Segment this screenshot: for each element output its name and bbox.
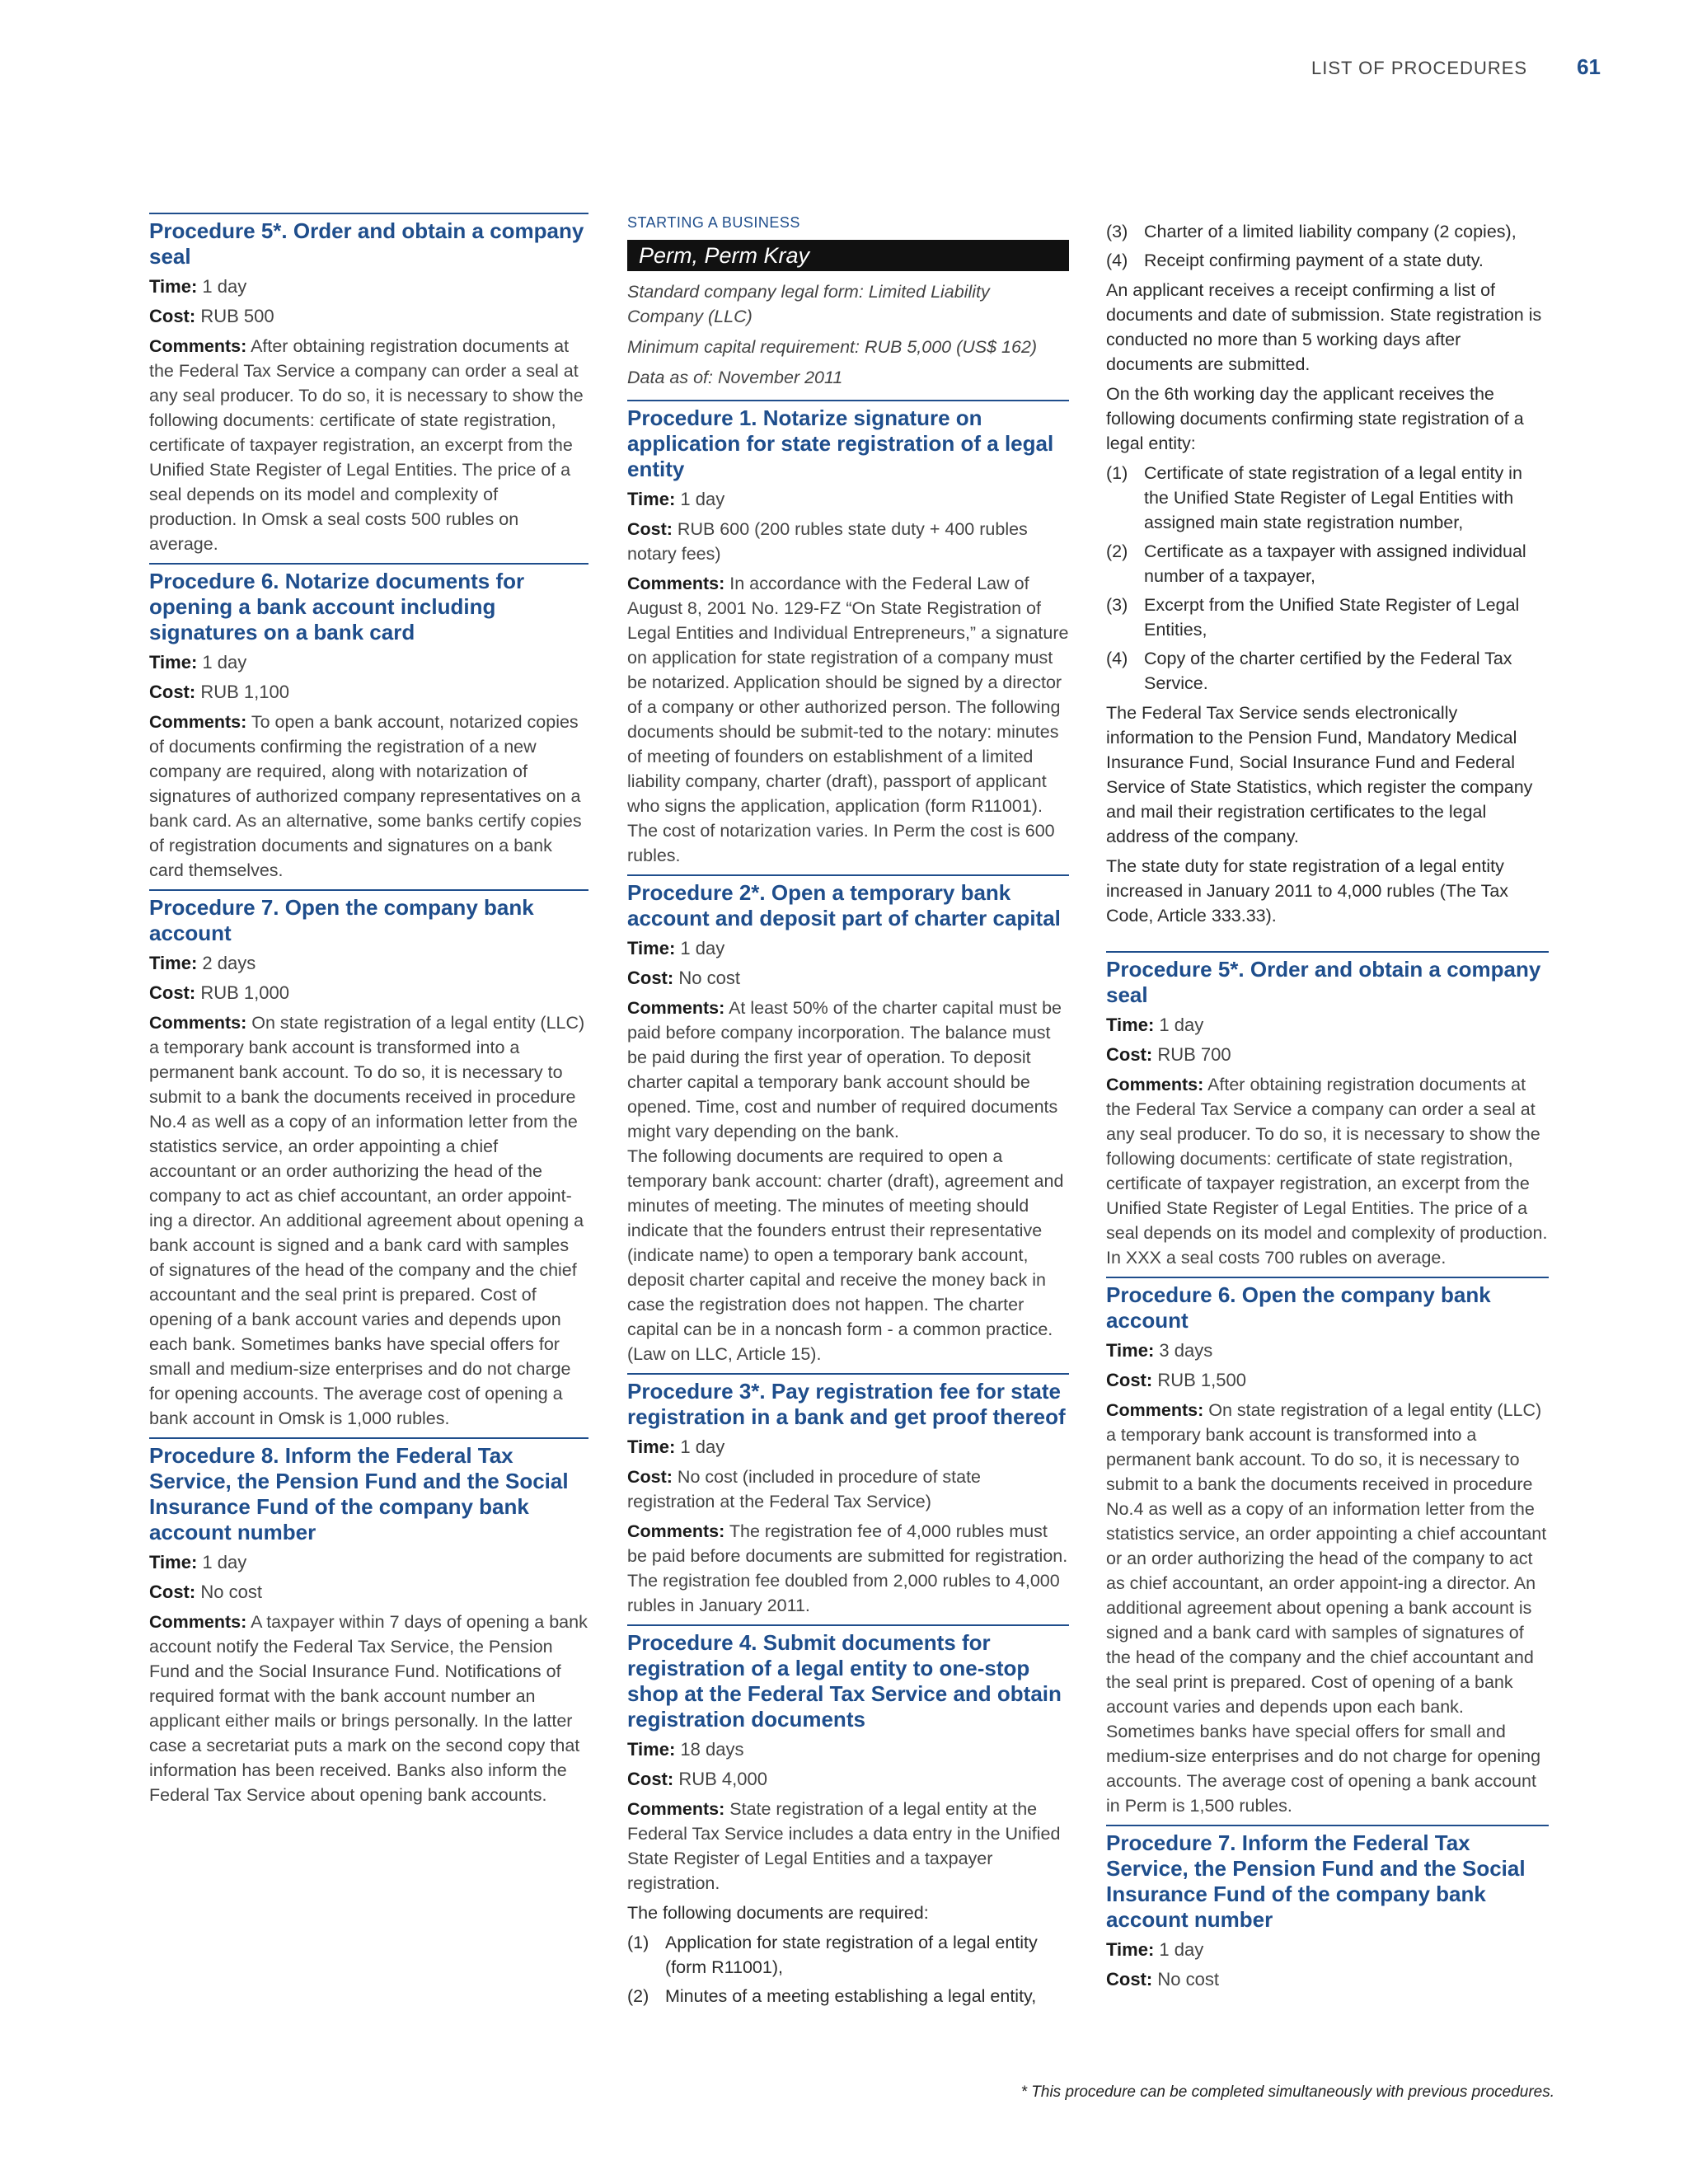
cost-line: Cost: RUB 700 [1106, 1044, 1231, 1065]
time-line: Time: 1 day [149, 652, 247, 673]
column-right [1106, 219, 1549, 1999]
procedure-title: Procedure 7. Inform the Federal Tax Service, the Pension Fund and the Social Insurance Fund of the company bank account number [1106, 1830, 1526, 1932]
list-item: (4) Receipt confirming payment of a state duty. [1106, 251, 1484, 270]
running-title: LIST OF PROCEDURES [1311, 58, 1528, 78]
comments-line: Comments: A taxpayer within 7 days of opening a bank account notify the Federal Tax Service, the Pension Fund and the Social Insurance Fund. Notifications of required format with the bank account number an applicant either mails or brings personally. In the latter case a secretariat puts a mark on the second copy that information has been received. Banks also inform the Federal Tax Service about opening bank accounts. [149, 1612, 588, 1805]
time-line: Time: 1 day [627, 938, 725, 958]
comments-line: Comments: State registration of a legal entity at the Federal Tax Service includes a data entry in the Unified State Register of Legal Entities and a taxpayer registration. [627, 1799, 1061, 1893]
procedure-block [149, 1437, 588, 1807]
procedure-block [627, 874, 1069, 1366]
procedure-block [149, 213, 588, 556]
procedure-block [627, 1624, 1069, 2008]
procedure-block [627, 400, 1069, 868]
list-item: (1) Application for state registration of a legal entity (form R11001), [627, 1933, 1038, 1977]
time-line: Time: 1 day [1106, 1939, 1204, 1960]
procedure-title: Procedure 1. Notarize signature on application for state registration of a legal entity [627, 405, 1054, 481]
comments-line: Comments: To open a bank account, notarized copies of documents confirming the registration of a new company are required, along with notarization of signatures of authorized company representatives on a bank card. As an alternative, some banks certify copies of registration documents and signatures on a bank card themselves. [149, 712, 582, 880]
procedure-title: Procedure 6. Notarize documents for opening a bank account including signatures on a bank card [149, 569, 525, 644]
time-line: Time: 2 days [149, 953, 256, 973]
list-item: (2) Certificate as a taxpayer with assigned individual number of a taxpayer, [1106, 541, 1526, 586]
list-item: (3) Excerpt from the Unified State Register of Legal Entities, [1106, 595, 1520, 640]
time-line: Time: 1 day [627, 489, 725, 509]
footnote: * This procedure can be completed simultaneously with previous procedures. [1020, 2083, 1554, 2101]
time-line: Time: 1 day [627, 1436, 725, 1457]
procedure-block [149, 563, 588, 883]
cost-line: Cost: RUB 1,500 [1106, 1370, 1246, 1390]
comments-line: Comments: On state registration of a legal entity (LLC) a temporary bank account is transformed into a permanent bank account. To do so, it is necessary to submit to a bank the documents received in procedure No.4 as well as a copy of an information letter from the statistics service, an order appointing a chief accountant or an order authorizing the head of the company to act as chief accountant, an order appoint-ing a director. An additional agreement about opening a bank account is signed and a bank card with samples of signatures of the head of the company and the chief accountant and the seal print is prepared. Cost of opening of a bank account varies and depends upon each bank. Sometimes banks have special offers for small and medium-size enterprises and do not charge for opening accounts. The average cost of opening a bank account in Omsk is 1,000 rubles. [149, 1013, 585, 1428]
procedure-title: Procedure 3*. Pay registration fee for state registration in a bank and get proof thereof [627, 1379, 1066, 1429]
time-line: Time: 1 day [149, 276, 247, 297]
procedure-block [1106, 951, 1549, 1270]
procedure-block [1106, 1277, 1549, 1818]
body-paragraph: On the 6th working day the applicant receives the following documents confirming state registration of a legal entity: [1106, 384, 1524, 453]
legal-form: Standard company legal form: Limited Liability Company (LLC) [627, 282, 990, 326]
meta-block [627, 279, 1069, 390]
procedure-title: Procedure 4. Submit documents for registration of a legal entity to one-stop shop at the Federal Tax Service and obtain registration documents [627, 1630, 1062, 1732]
list-item: (1) Certificate of state registration of a legal entity in the Unified State Register of Legal Entities with assigned main state registration number, [1106, 463, 1522, 532]
comments-line: Comments: On state registration of a legal entity (LLC) a temporary bank account is transformed into a permanent bank account. To do so, it is necessary to submit to a bank the documents received in procedure No.4 as well as a copy of an information letter from the statistics service, an order appointing a chief accountant or an order authorizing the head of the company to act as chief accountant, an order appoint-ing a director. An additional agreement about opening a bank account is signed and a bank card with samples of signatures of the head of the company and the chief accountant and the seal print is prepared. Cost of opening of a bank account varies and depends upon each bank. Sometimes banks have special offers for small and medium-size enterprises and do not charge for opening accounts. The average cost of opening a bank account in Perm is 1,500 rubles. [1106, 1400, 1547, 1816]
procedure-block [627, 1373, 1069, 1618]
cost-line: Cost: No cost (included in procedure of state registration at the Federal Tax Service) [627, 1467, 982, 1511]
list-item: (3) Charter of a limited liability company (2 copies), [1106, 222, 1517, 241]
data-as-of: Data as of: November 2011 [627, 368, 843, 387]
time-line: Time: 1 day [1106, 1015, 1204, 1035]
min-capital: Minimum capital requirement: RUB 5,000 (US$ 162) [627, 337, 1038, 357]
body-paragraph: An applicant receives a receipt confirming a list of documents and date of submission. State registration is conducted no more than 5 working days after documents are submitted. [1106, 280, 1542, 374]
docs-intro: The following documents are required: [627, 1903, 929, 1923]
cost-line: Cost: RUB 1,100 [149, 682, 289, 702]
comments-line: Comments: After obtaining registration documents at the Federal Tax Service a company can order a seal at any seal producer. To do so, it is necessary to show the following documents: certificate of state registration, certificate of taxpayer registration, an excerpt from the Unified State Register of Legal Entities. The price of a seal depends on its model and complexity of production. In Omsk a seal costs 500 rubles on average. [149, 336, 584, 554]
comments-line: Comments: The registration fee of 4,000 rubles must be paid before documents are submitted for registration. The registration fee doubled from 2,000 rubles to 4,000 rubles in January 2011. [627, 1521, 1068, 1615]
cost-line: Cost: No cost [627, 968, 740, 988]
body-paragraph: The state duty for state registration of a legal entity increased in January 2011 to 4,000 rubles (The Tax Code, Article 333.33). [1106, 856, 1509, 926]
comments-line: Comments: At least 50% of the charter capital must be paid before company incorporation. The balance must be paid during the first year of operation. To deposit charter capital a temporary bank account should be opened. Time, cost and number of required documents might vary depending on the bank. [627, 998, 1062, 1141]
list-item: (2) Minutes of a meeting establishing a legal entity, [627, 1986, 1037, 2006]
page-number: 61 [1577, 54, 1601, 79]
comments-continued: The following documents are required to open a temporary bank account: charter (draft), agreement and minutes of meeting. The minutes of meeting should indicate that the founders entrust their representative (indicate name) to open a temporary bank account, deposit charter capital and receive the money back in case the registration does not happen. The charter capital can be in a noncash form - a common practice. (Law on LLC, Article 15). [627, 1146, 1064, 1364]
procedure-title: Procedure 5*. Order and obtain a company seal [1106, 957, 1541, 1007]
cost-line: Cost: No cost [1106, 1969, 1219, 1990]
list-item: (4) Copy of the charter certified by the Federal Tax Service. [1106, 649, 1512, 693]
comments-line: Comments: After obtaining registration documents at the Federal Tax Service a company can order a seal at any seal producer. To do so, it is necessary to show the following documents: certificate of state registration, certificate of taxpayer registration, an excerpt from the Unified State Register of Legal Entities. The price of a seal depends on its model and complexity of production. In XXX a seal costs 700 rubles on average. [1106, 1075, 1548, 1268]
time-line: Time: 1 day [149, 1552, 247, 1572]
documents-list-continued [1106, 219, 1549, 273]
documents-list [627, 1930, 1069, 2008]
cost-line: Cost: RUB 600 (200 rubles state duty + 400 rubles notary fees) [627, 519, 1028, 564]
procedure-block [149, 889, 588, 1431]
confirmation-documents-list [1106, 461, 1549, 696]
city-banner: Perm, Perm Kray [627, 240, 1069, 271]
cost-line: Cost: RUB 1,000 [149, 982, 289, 1003]
section-label: STARTING A BUSINESS [627, 214, 800, 231]
time-line: Time: 3 days [1106, 1340, 1213, 1361]
procedure-title: Procedure 6. Open the company bank account [1106, 1282, 1491, 1333]
body-paragraph: The Federal Tax Service sends electronically information to the Pension Fund, Mandatory Medical Insurance Fund, Social Insurance Fund and Federal Service of State Statistics, which register the company and mail their registration certificates to the legal address of the company. [1106, 703, 1533, 846]
cost-line: Cost: RUB 500 [149, 306, 274, 326]
page-header [1311, 54, 1601, 80]
column-middle [627, 206, 1069, 2015]
procedure-block [1106, 1825, 1549, 1992]
comments-line: Comments: In accordance with the Federal Law of August 8, 2001 No. 129-FZ “On State Registration of Legal Entities and Individual Entrepreneurs,” a signature on application for state registration of a company must be notarized. Application should be signed by a director of a company or other authorized person. The following documents should be submit-ted to the notary: minutes of meeting of founders on establishment of a limited liability company, charter (draft), passport of applicant who signs the application, application (form R11001). The cost of notarization varies. In Perm the cost is 600 rubles. [627, 574, 1069, 865]
procedure-title: Procedure 5*. Order and obtain a company seal [149, 218, 584, 269]
procedure-title: Procedure 8. Inform the Federal Tax Service, the Pension Fund and the Social Insurance Fund of the company bank account number [149, 1443, 569, 1544]
cost-line: Cost: No cost [149, 1582, 262, 1602]
procedure-title: Procedure 7. Open the company bank account [149, 895, 534, 945]
time-line: Time: 18 days [627, 1739, 744, 1760]
procedure-title: Procedure 2*. Open a temporary bank account and deposit part of charter capital [627, 880, 1061, 930]
cost-line: Cost: RUB 4,000 [627, 1769, 767, 1789]
column-left [149, 213, 588, 1814]
